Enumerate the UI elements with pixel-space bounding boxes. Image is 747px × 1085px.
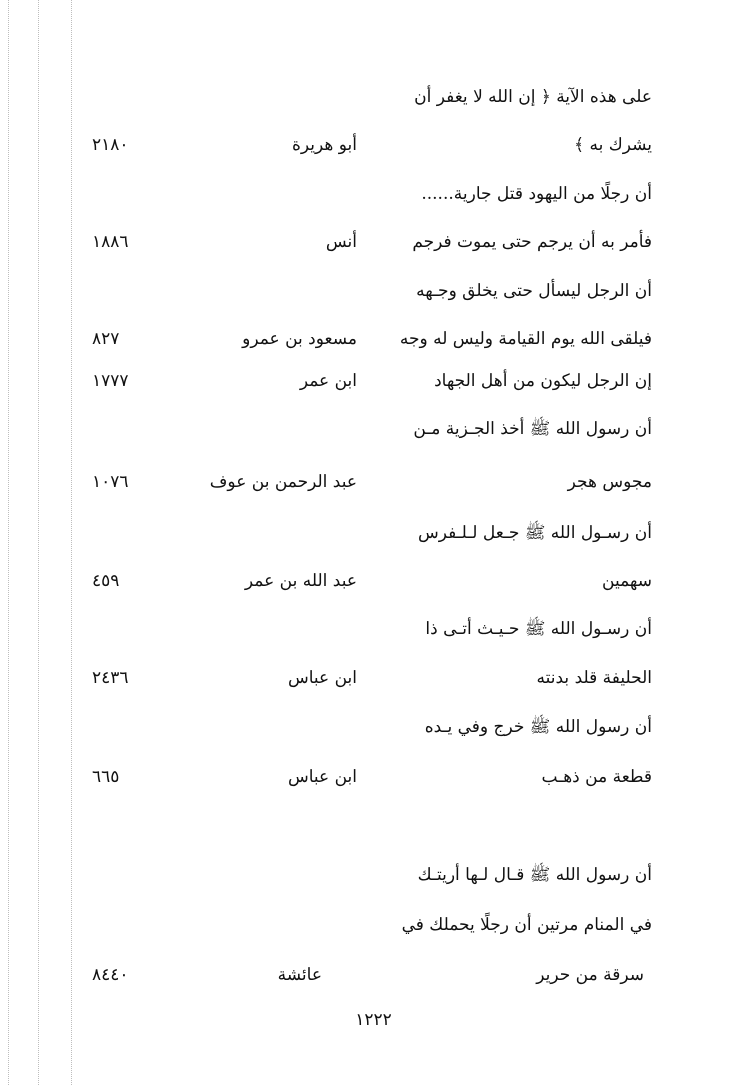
hadith-text: أن رسـول الله ﷺ حـيـث أتـى ذا (425, 619, 652, 639)
index-row (92, 225, 652, 259)
hadith-text: أن رجلًا من اليهود قتل جارية...... (421, 184, 652, 204)
hadith-text: يشرك به ﴾ (574, 135, 652, 155)
hadith-text: مجوس هجر (567, 472, 652, 492)
index-row (92, 465, 652, 499)
hadith-text: في المنام مرتين أن رجلًا يحملك في (401, 915, 652, 935)
page-number: ١٢٢٢ (355, 1010, 392, 1030)
index-row (92, 322, 652, 356)
hadith-text: أن الرجل ليسأل حتى يخلق وجـهه (416, 281, 652, 301)
hadith-text: إن الرجل ليكون من أهل الجهاد (434, 371, 652, 391)
hadith-number: ٢١٨٠ (92, 135, 129, 155)
narrator-name: مسعود بن عمرو (242, 329, 357, 349)
index-row (92, 612, 652, 646)
hadith-number: ٨٤٤٠ (92, 965, 129, 985)
narrator-name: ابن عباس (287, 668, 357, 688)
index-row (92, 128, 652, 162)
hadith-number: ١٧٧٧ (92, 371, 129, 391)
hadith-number: ٦٦٥ (92, 767, 120, 787)
index-row (92, 710, 652, 744)
index-row (92, 364, 652, 398)
hadith-number: ١٨٨٦ (92, 232, 129, 252)
hadith-number: ٤٥٩ (92, 571, 120, 591)
hadith-text: سرقة من حرير (536, 965, 644, 985)
hadith-text: فأمر به أن يرجم حتى يموت فرجم (412, 232, 652, 252)
narrator-name: أنس (325, 232, 357, 252)
hadith-text: سهمين (602, 571, 652, 591)
index-row (92, 274, 652, 308)
hadith-text: أن رسول الله ﷺ قـال لـها أريتـك (417, 865, 652, 885)
hadith-number: ١٠٧٦ (92, 472, 129, 492)
hadith-text: أن رسول الله ﷺ خرج وفي يـده (424, 717, 652, 737)
hadith-text: أن رسـول الله ﷺ جـعل لـلـفرس (417, 523, 652, 543)
index-row (92, 177, 652, 211)
index-row (92, 516, 652, 550)
index-row (92, 908, 652, 942)
index-row (92, 564, 652, 598)
index-row (92, 412, 652, 446)
index-row (92, 958, 652, 992)
hadith-text: على هذه الآية ﴿ إن الله لا يغفر أن (414, 87, 652, 107)
hadith-text: فيلقى الله يوم القيامة وليس له وجه (399, 329, 652, 349)
narrator-name: عائشة (277, 965, 322, 985)
index-row (92, 760, 652, 794)
narrator-name: ابن عباس (287, 767, 357, 787)
index-row (92, 858, 652, 892)
narrator-name: عبد الرحمن بن عوف (209, 472, 357, 492)
narrator-name: عبد الله بن عمر (244, 571, 357, 591)
hadith-text: قطعة من ذهـب (541, 767, 652, 787)
narrator-name: أبو هريرة (291, 135, 357, 155)
hadith-number: ٨٢٧ (92, 329, 120, 349)
index-row (92, 661, 652, 695)
hadith-text: الحليفة قلد بدنته (536, 668, 652, 688)
hadith-text: أن رسول الله ﷺ أخذ الجـزية مـن (413, 419, 652, 439)
narrator-name: ابن عمر (299, 371, 357, 391)
index-row (92, 80, 652, 114)
hadith-number: ٢٤٣٦ (92, 668, 129, 688)
